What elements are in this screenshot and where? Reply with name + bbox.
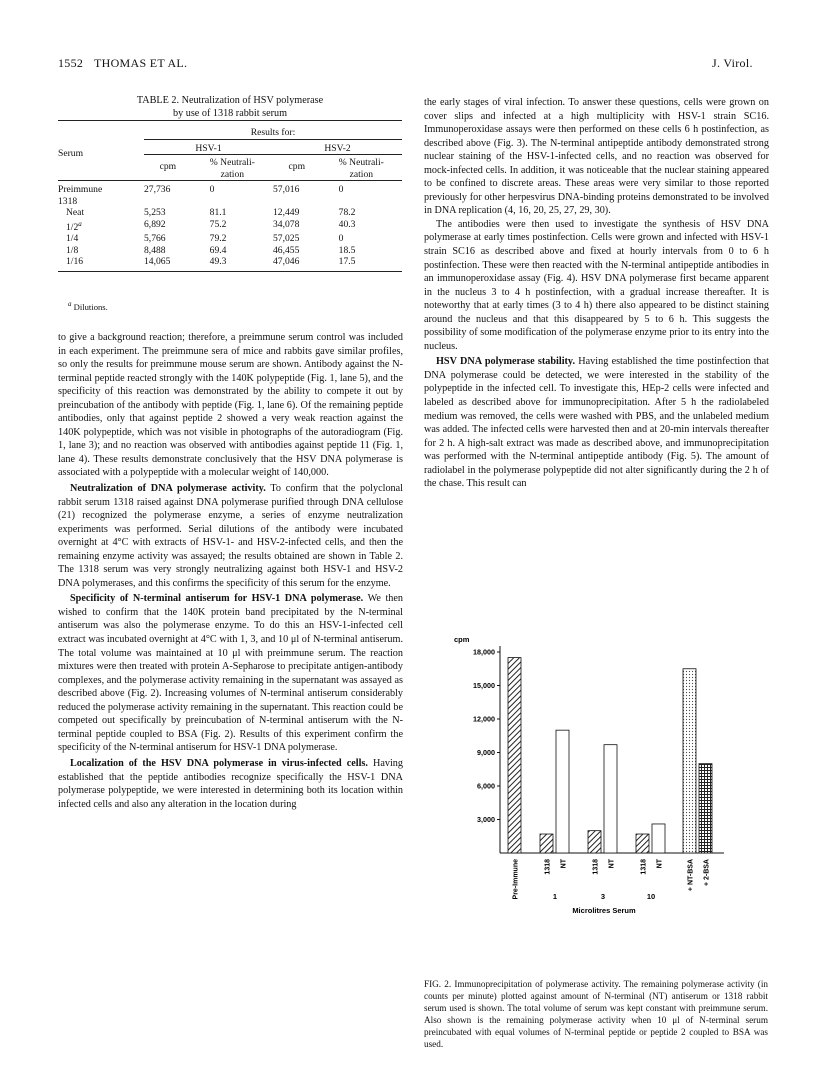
- left-paragraph-3: Specificity of N-terminal antiserum for HSV-1 DNA polymerase. We then wished to confirm that the 140K protein band precipitated by the N-terminal antiserum was also the polymerase enzyme. To do this an HSV-1-infected cell extract was incubated overnight at 4°C with 1, 3, and 10 μl of N-terminal antiserum. The total volume was maintained at 10 μl with preimmune serum. The reaction mixtures were then treated with protein A-Sepharose to precipitate antigen-antibody complexes, and the polymerase activity remaining in the supernatant was assayed as described above (Fig. 2). Increasing volumes of N-terminal antiserum considerably reduced the polymerase activity remaining in the supernatant. This reaction could be competed out specifically by preincubation of N-terminal antiserum with the N-terminal peptide coupled to BSA (Fig. 2). Results of this experiment confirm the specificity of the N-terminal antiserum for HSV-1 DNA polymerase.: [58, 593, 403, 754]
- x-axis-label: Microlitres Serum: [572, 906, 636, 915]
- header-cpm-1: cpm: [144, 155, 192, 181]
- bar-label: Pre-Immune: [512, 859, 520, 900]
- left-paragraph-2: Neutralization of DNA polymerase activity. To confirm that the polyclonal rabbit serum 1318 raised against DNA polymerase purified through DNA cellulose (21) recognized the polymerase enzyme, a series of enzyme neutralization experiments was performed. Serial dilutions of the antibody were incubated overnight at 4°C with extracts of HSV-1- and HSV-2-infected cells, and then the remaining enzyme activity was assayed; the results obtained are shown in Table 2. The 1318 serum was very strongly neutralizing against both HSV-1 and HSV-2 DNA polymerases, and this confirms the specificity of this serum for the enzyme.: [58, 483, 403, 589]
- bar-label: NT: [608, 859, 616, 869]
- bar-label: 1318: [544, 859, 552, 875]
- bar: [604, 745, 617, 853]
- table-caption-line1: TABLE 2. Neutralization of HSV polymerase: [136, 95, 324, 106]
- bar: [508, 658, 521, 853]
- table-row: Preimmune 27,736 0 57,016 0: [58, 184, 344, 195]
- bar: [683, 669, 696, 853]
- bar-label: 1318: [640, 859, 648, 875]
- y-tick-label: 15,000: [473, 681, 495, 690]
- right-column: [424, 96, 769, 491]
- y-tick-label: 12,000: [473, 714, 495, 724]
- page-number: 1552: [58, 56, 84, 70]
- y-tick-label: 3,000: [477, 815, 495, 824]
- bar: [699, 764, 712, 853]
- table-row: 1/2$^a$ 6,892 75.2 34,078 40.3: [66, 218, 356, 233]
- table-row: 1318: [58, 195, 78, 207]
- y-axis-label: cpm: [454, 635, 470, 644]
- bar-label: + NT-BSA: [687, 859, 695, 892]
- header-hsv1: HSV-1: [144, 139, 273, 155]
- table-caption: [60, 94, 400, 120]
- header-results-for: Results for:: [250, 127, 296, 138]
- bar-label: 1318: [592, 859, 600, 875]
- neutralization-table: [58, 120, 402, 272]
- header-hsv2: HSV-2: [273, 139, 402, 155]
- header-cpm-2: cpm: [273, 155, 321, 181]
- left-paragraph-1: to give a background reaction; therefore, a preimmune serum control was included in each experiment. The preimmune sera of mice and rabbits gave similar profiles, so only the results for preimmune mouse serum are shown. Antibody against the N-terminal peptide reacted strongly with the 140K polypeptide (Fig. 1, lane 5), and the specificity of this reaction was demonstrated by the ability to compete it out by preincubation of the antibody with peptide (Fig. 1, lane 6). Of the remaining peptide antibodies, only that against peptide 2 showed a very weak reaction against the 140K polypeptide, which was not visible in photographs of the autoradiogram (Fig. 1, lane 3); and no reaction was observed with antibodies against peptide 11 (Fig. 1, lane 4). These results demonstrate conclusively that the HSV DNA polymerase is associated with a polypeptide with a molecular weight of 140,000.: [58, 332, 403, 479]
- figure-2-chart: [424, 628, 768, 976]
- bar: [556, 730, 569, 853]
- bar: [652, 824, 665, 853]
- figure-2-caption: FIG. 2. Immunoprecipitation of polymerase activity. The remaining polymerase activity (in counts per minute) plotted against amount of N-terminal (NT) antiserum or 1318 rabbit serum used is shown. The total volume of serum was kept constant with preimmune serum. Also shown is the remaining polymerase activity when 10 μl of N-terminal serum preincubated with equal volumes of N-terminal peptide or peptide 2 coupled to BSA was used.: [424, 979, 768, 1050]
- journal-name: J. Virol.: [712, 56, 753, 70]
- y-tick-label: 18,000: [473, 647, 495, 657]
- y-tick-label: 6,000: [477, 781, 495, 791]
- table-caption-line2: by use of 1318 rabbit serum: [172, 108, 288, 119]
- right-paragraph-2: The antibodies were then used to investigate the synthesis of HSV DNA polymerase at early times postinfection. Cells were grown and infected with HSV-1 strain SC16 as described above and fixed at hourly intervals from 0 to 6 h postinfection. These were then reacted with the N-terminal antipeptide antibodies in an immunoperoxidase assay (Fig. 4). HSV DNA polymerase first became apparent in the nucleus 3 to 4 h postinfection, with a gradual increase thereafter. It is noteworthy that at early times (3 to 4 h) there also appeared to be distinct staining around the nucleus and that this disappeared by 5 to 6 h. This suggests the possibility of some modification of the polymerase enzyme prior to its entry into the nucleus.: [424, 218, 769, 352]
- bar: [588, 831, 601, 853]
- header-serum: Serum: [58, 147, 84, 159]
- table-row: 1/4 5,766 79.2 57,025 0: [66, 233, 344, 245]
- bar-label: NT: [560, 859, 568, 869]
- bar-label: NT: [656, 859, 664, 869]
- table-row: 1/16 14,065 49.3 47,046 17.5: [66, 256, 356, 268]
- y-tick-label: 9,000: [477, 748, 495, 757]
- group-label: 3: [600, 892, 606, 901]
- left-column: [58, 331, 403, 811]
- header-neut-2: % Neutrali- zation: [321, 155, 402, 181]
- bar-label: + 2-BSA: [703, 859, 711, 887]
- group-label: 1: [552, 892, 558, 901]
- right-paragraph-3: HSV DNA polymerase stability. Having established the time postinfection that DNA polymerase could be detected, we were interested in the stability of the polypeptide in the infected cell. To investigate this, HEp-2 cells were infected and labeled as described above for immunoprecipitation. After 5 h the radiolabeled medium was removed, the cells were washed with PBS, and the unlabeled medium was added. The infected cells were harvested then and at 20-min intervals thereafter for 2 h. A high-salt extract was made as described above, and immunoprecipitation was performed with the N-terminal antipeptide antibody (Fig. 5). The amount of radiolabel in the polymerase polypeptide did not alter significantly during the 2 h of the chase. This result can: [424, 356, 769, 490]
- group-label: 10: [646, 892, 656, 901]
- bar: [636, 834, 649, 853]
- running-authors: THOMAS ET AL.: [94, 56, 188, 70]
- left-paragraph-4: Localization of the HSV DNA polymerase in virus-infected cells. Having established that the peptide antibodies recognize specifically the HSV-1 DNA polymerase polypeptide, we were interested in determining both its location within infected cells and also any alteration in the location during: [58, 757, 403, 810]
- table-footnote: $^a$ Dilutions.: [68, 300, 108, 312]
- right-paragraph-1: the early stages of viral infection. To answer these questions, cells were grown on cover slips and infected at a high multiplicity with HSV-1 strain SC16. Immunoperoxidase assays were then performed on these cells 6 h postinfection, as described above (Fig. 3). The N-terminal antipeptide antibody demonstrated strong nuclear staining of the HSV-1-infected cells, and no reaction was observed for mock-infected cells. In addition, it was noticeable that the nuclear staining appeared to be confined to discrete areas. These areas were very similar to those reported previously for other herpesvirus DNA-binding proteins demonstrated to be involved in DNA replication (4, 16, 20, 25, 27, 29, 30).: [424, 97, 769, 217]
- table-row: 1/8 8,488 69.4 46,455 18.5: [66, 244, 356, 256]
- header-neut-1: % Neutrali- zation: [192, 155, 273, 181]
- table-row: Neat 5,253 81.1 12,449 78.2: [66, 207, 356, 218]
- bar: [540, 834, 553, 853]
